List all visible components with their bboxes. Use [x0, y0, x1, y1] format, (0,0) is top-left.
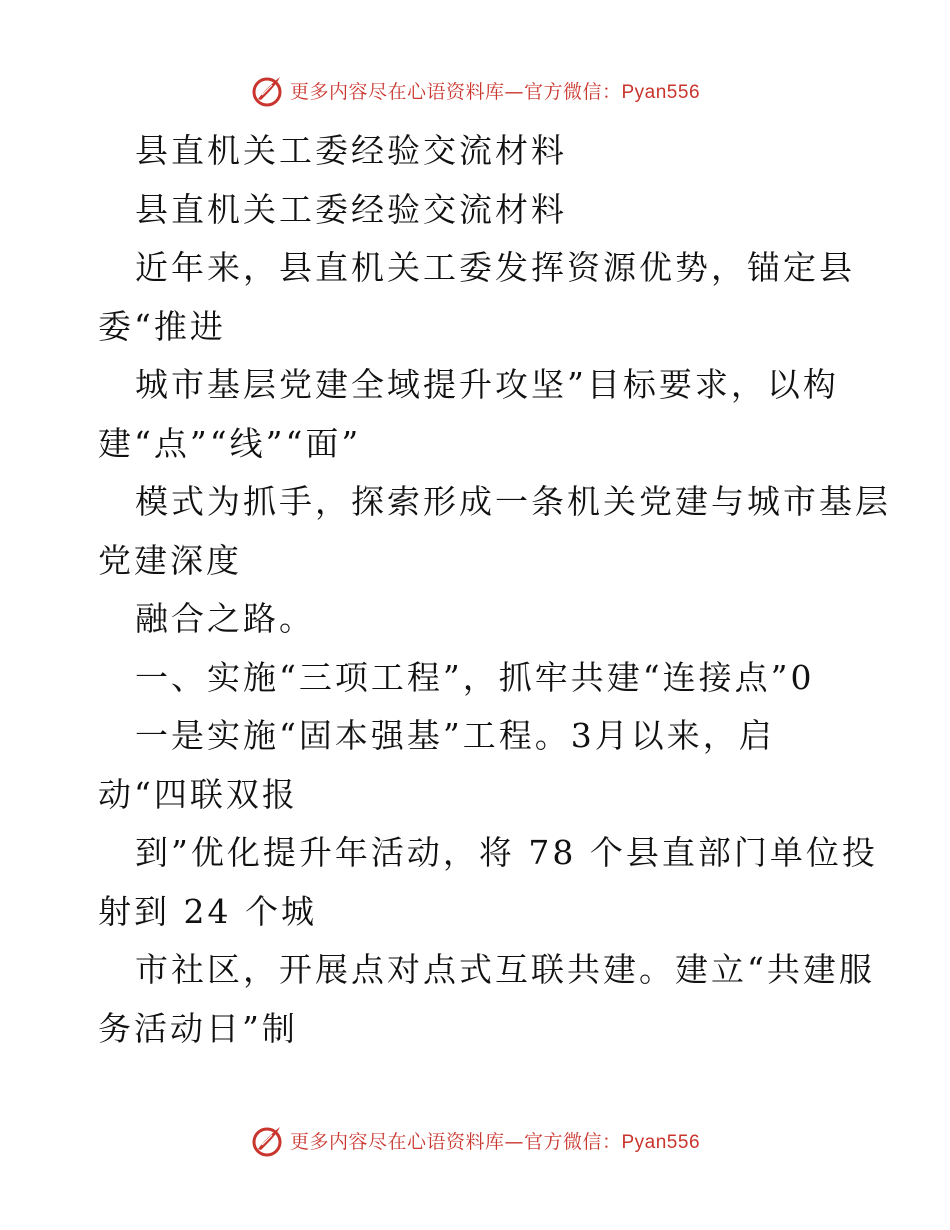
- feather-logo-icon: [250, 1123, 284, 1157]
- document-line: 城市基层党建全域提升攻坚”目标要求，以构: [135, 365, 839, 404]
- document-line: 动“四联双报: [98, 774, 298, 814]
- watermark-wechat-id: Pyan556: [621, 1131, 701, 1153]
- document-line: 市社区，开展点对点式互联共建。建立“共建服: [135, 950, 875, 989]
- document-line: 一是实施“固本强基”工程。3月以来，启: [135, 716, 775, 755]
- watermark-site-text: 更多内容尽在心语资料库: [289, 80, 505, 103]
- watermark-separator: —: [504, 1130, 524, 1153]
- watermark-wechat-label: 官方微信：: [523, 1130, 622, 1153]
- footer-watermark: [0, 1120, 950, 1160]
- watermark-wechat-id: Pyan556: [621, 81, 701, 103]
- watermark-separator: —: [504, 80, 524, 103]
- document-line: 委“推进: [98, 306, 226, 346]
- document-line: 一、实施“三项工程”，抓牢共建“连接点”0: [135, 657, 815, 697]
- document-line: 务活动日”制: [98, 1008, 298, 1048]
- feather-logo-icon: [250, 73, 284, 107]
- document-line: 射到 24 个城: [98, 891, 317, 931]
- watermark-wechat-label: 官方微信：: [523, 80, 622, 103]
- document-line: 党建深度: [98, 540, 242, 580]
- document-line: 近年来，县直机关工委发挥资源优势，锚定县: [135, 248, 855, 287]
- document-line: 到”优化提升年活动，将 78 个县直部门单位投: [135, 833, 878, 872]
- document-line: 县直机关工委经验交流材料: [135, 189, 567, 229]
- header-watermark: [0, 70, 950, 110]
- watermark-text: [290, 1127, 700, 1154]
- document-body: [98, 122, 891, 1058]
- watermark-text: [290, 77, 700, 104]
- watermark-site-text: 更多内容尽在心语资料库: [289, 1130, 505, 1153]
- document-line: 建“点”“线”“面”: [98, 423, 362, 463]
- document-line: 县直机关工委经验交流材料: [135, 131, 567, 170]
- document-line: 融合之路。: [135, 599, 315, 638]
- document-line: 模式为抓手，探索形成一条机关党建与城市基层: [135, 482, 891, 521]
